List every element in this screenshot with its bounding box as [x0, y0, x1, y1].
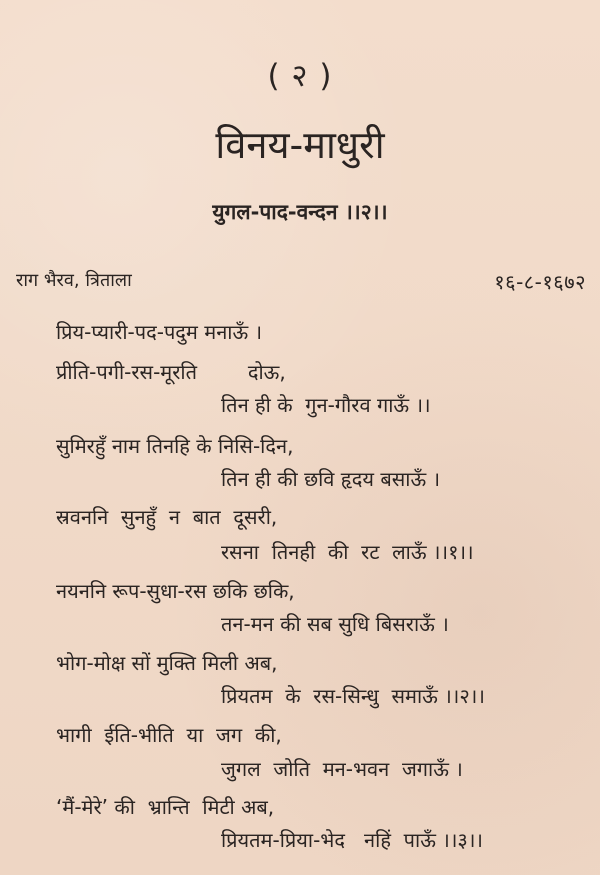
- verse-line: प्रियतम-प्रिया-भेद नहिं पाऊँ ।।३।।: [221, 828, 483, 852]
- verse-line: प्रिय-प्यारी-पद-पदुम मनाऊँ ।: [56, 320, 263, 344]
- verse-line: रसना तिनही की रट लाऊँ ।।१।।: [221, 540, 474, 564]
- raga-label: राग भैरव, त्रिताला: [16, 270, 132, 291]
- page-number: ( २ ): [267, 58, 333, 94]
- verse-line: जुगल जोति मन-भवन जगाऊँ ।: [221, 757, 463, 781]
- verse-line: तन-मन की सब सुधि बिसराऊँ ।: [221, 612, 449, 636]
- verse-line: तिन ही के गुन-गौरव गाऊँ ।।: [221, 393, 431, 417]
- verse-line: सुमिरहुँ नाम तिनहि के निसि-दिन,: [56, 434, 294, 458]
- verse-line: प्रीति-पगी-रस-मूरति दोऊ,: [56, 360, 286, 384]
- verse-line: नयननि रूप-सुधा-रस छकि छकि,: [56, 579, 295, 603]
- date-label: १६-८-१६७२: [494, 270, 586, 294]
- verse-line: भोग-मोक्ष सों मुक्ति मिली अब,: [56, 651, 278, 675]
- verse-line: प्रियतम के रस-सिन्धु समाऊँ ।।२।।: [221, 684, 485, 708]
- section-title: युगल-पाद-वन्दन ।।२।।: [212, 200, 388, 224]
- verse-line: भागी ईति-भीति या जग की,: [56, 723, 282, 747]
- page-title: विनय-माधुरी: [215, 123, 385, 167]
- verse-line: ‘मैं-मेरे’ की भ्रान्ति मिटी अब,: [56, 795, 275, 819]
- verse-line: स्रवननि सुनहुँ न बात दूसरी,: [56, 505, 278, 529]
- verse-line: तिन ही की छवि हृदय बसाऊँ ।: [221, 467, 441, 491]
